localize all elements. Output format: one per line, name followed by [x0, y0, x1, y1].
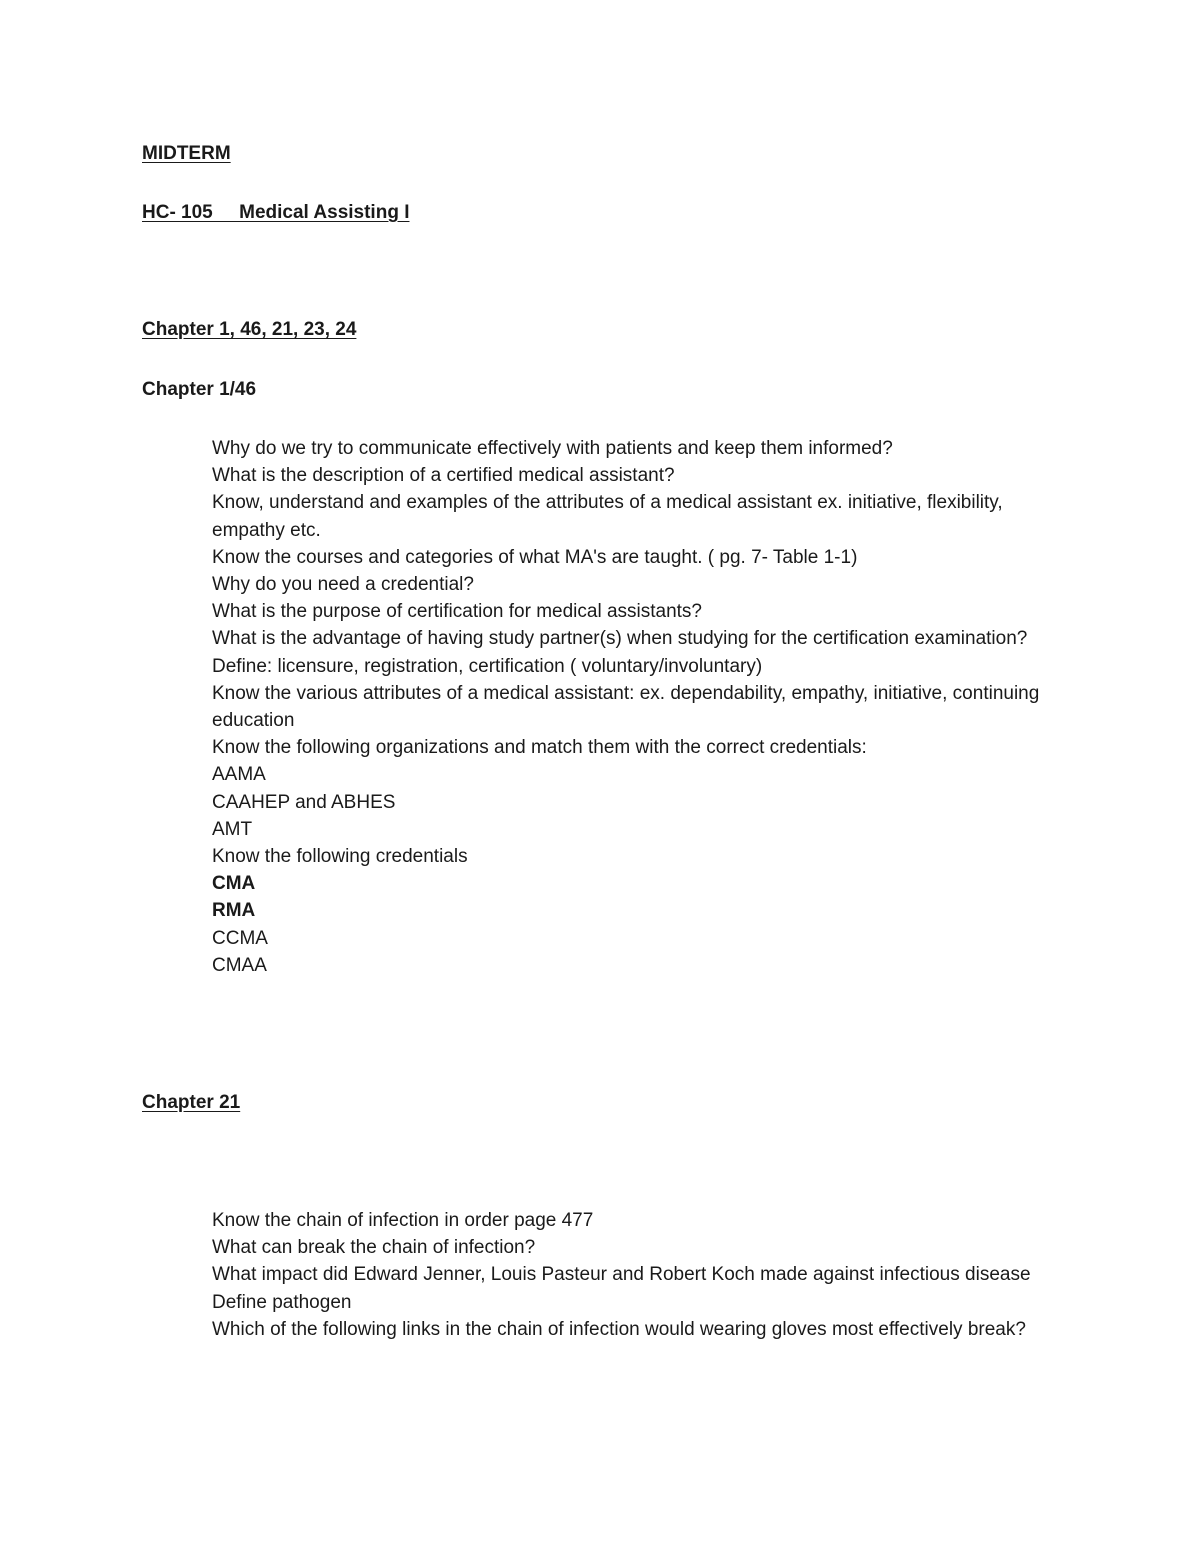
chapter-21-question-list [212, 1207, 1052, 1343]
list-item: What is the advantage of having study partner(s) when studying for the certification examination? [212, 628, 1028, 650]
chapters-overview-heading: Chapter 1, 46, 21, 23, 24 [142, 319, 357, 340]
list-item: Know the various attributes of a medical assistant: ex. dependability, empathy, initiative, continuing education [212, 682, 1040, 732]
list-item: CCMA [212, 927, 268, 949]
list-item: Why do you need a credential? [212, 574, 474, 596]
list-item: Which of the following links in the chain of infection would wearing gloves most effectively break? [212, 1318, 1026, 1340]
list-item: RMA [212, 900, 256, 922]
list-item: CMA [212, 873, 256, 895]
course-title: HC- 105 Medical Assisting I [142, 202, 410, 223]
section-heading-chapter-21: Chapter 21 [142, 1092, 241, 1113]
list-item: Know, understand and examples of the attributes of a medical assistant ex. initiative, flexibility, empathy etc. [212, 492, 1003, 541]
list-item: Know the following credentials [212, 846, 468, 868]
list-item: Know the following organizations and match them with the correct credentials: [212, 737, 867, 759]
list-item: AMT [212, 818, 253, 840]
list-item: What can break the chain of infection? [212, 1237, 536, 1259]
list-item: Define: licensure, registration, certification ( voluntary/involuntary) [212, 655, 763, 677]
chapter-1-46-question-list [212, 435, 1052, 979]
list-item: What is the purpose of certification for medical assistants? [212, 601, 703, 623]
section-heading-chapter-1-46: Chapter 1/46 [142, 379, 257, 400]
list-item: CAAHEP and ABHES [212, 791, 396, 813]
list-item: Why do we try to communicate effectively with patients and keep them informed? [212, 438, 893, 459]
list-item: CMAA [212, 954, 267, 976]
document-title: MIDTERM [142, 143, 231, 164]
list-item: Know the courses and categories of what MA's are taught. ( pg. 7- Table 1-1) [212, 546, 858, 568]
list-item: What is the description of a certified medical assistant? [212, 465, 675, 487]
list-item: What impact did Edward Jenner, Louis Pasteur and Robert Koch made against infectious disease [212, 1264, 1031, 1286]
list-item: Define pathogen [212, 1291, 352, 1313]
list-item: Know the chain of infection in order page 477 [212, 1210, 594, 1231]
list-item: AAMA [212, 764, 266, 786]
